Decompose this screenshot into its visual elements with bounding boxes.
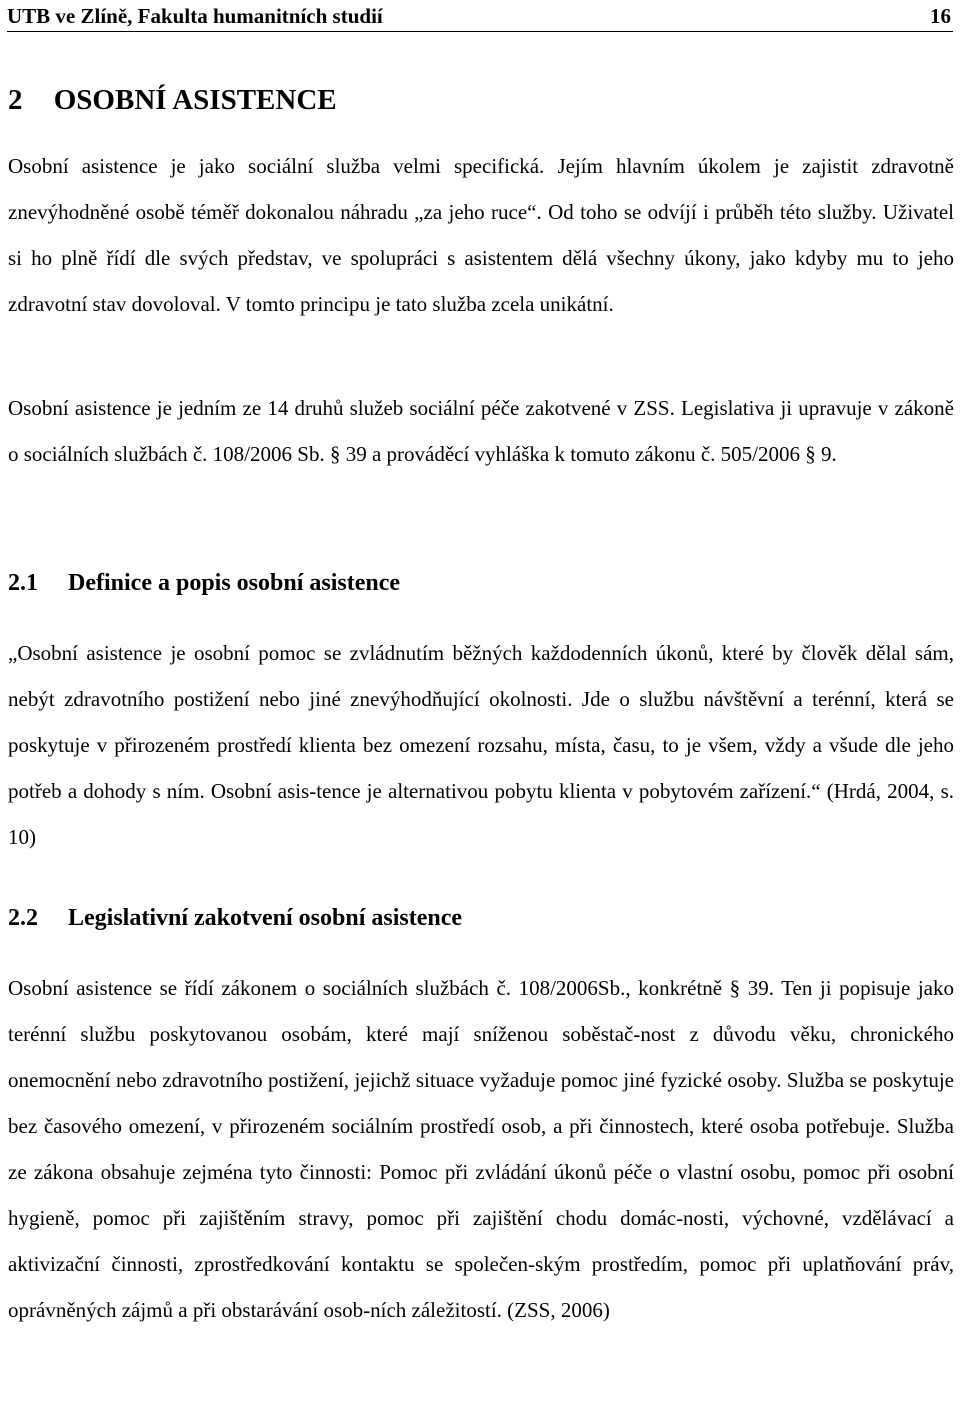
section-number: 2.2 [8, 905, 38, 931]
section-heading-2-1 [8, 570, 400, 597]
chapter-number: 2 [8, 84, 23, 116]
chapter-paragraph-2: Osobní asistence je jedním ze 14 druhů služeb sociální péče zakotvené v ZSS. Legislativa ji upravuje v zákoně o sociálních službách č. 108/2006 Sb. § 39 a prováděcí vyhláška k tomuto zákonu č. 505/2006 § 9. [8, 396, 954, 466]
chapter-heading [8, 84, 337, 117]
section-2-1-quote: „Osobní asistence je osobní pomoc se zvládnutím běžných každodenních úkonů, které by člověk dělal sám, nebýt zdravotního postižení nebo jiné znevýhodňující okolnosti. Jde o službu návštěvní a terénní, která se poskytuje v přirozeném prostředí klienta bez omezení rozsahu, místa, času, to je všem, vždy a všude dle jeho potřeb a dohody s ním. Osobní asis-tence je alternativou pobytu klienta v pobytovém zařízení.“ (Hrdá, 2004, s. 10) [8, 641, 954, 849]
section-title: Definice a popis osobní asistence [68, 570, 401, 596]
running-header [7, 0, 953, 32]
header-title: UTB ve Zlíně, Fakulta humanitních studií [7, 4, 383, 28]
section-2-2-paragraph: Osobní asistence se řídí zákonem o sociálních službách č. 108/2006Sb., konkrétně § 39. Ten ji popisuje jako terénní službu poskytovanou osobám, které mají sníženou soběstač-nost z důvodu věku, chronického onemocnění nebo zdravotního postižení, jejichž situace vyžaduje pomoc jiné fyzické osoby. Služba se poskytuje bez časového omezení, v přirozeném sociálním prostředí osob, a při činnostech, které osoba potřebuje. Služba ze zákona obsahuje zejména tyto činnosti: Pomoc při zvládání úkonů péče o vlastní osobu, pomoc při osobní hygieně, pomoc při zajištěním stravy, pomoc při zajištění chodu domác-nosti, výchovné, vzdělávací a aktivizační činnosti, zprostředkování kontaktu se společen-ským prostředím, pomoc při uplatňování práv, oprávněných zájmů a při obstarávání osob-ních záležitostí. (ZSS, 2006) [8, 976, 954, 1322]
chapter-paragraph-1: Osobní asistence je jako sociální služba velmi specifická. Jejím hlavním úkolem je zajistit zdravotně znevýhodněné osobě téměř dokonalou náhradu „za jeho ruce“. Od toho se odvíjí i průběh této služby. Uživatel si ho plně řídí dle svých představ, ve spolupráci s asistentem dělá všechny úkony, jako kdyby mu to jeho zdravotní stav dovoloval. V tomto principu je tato služba zcela unikátní. [8, 154, 954, 316]
section-heading-2-2 [8, 905, 462, 932]
page-number: 16 [930, 4, 951, 28]
section-title: Legislativní zakotvení osobní asistence [68, 905, 463, 931]
chapter-title: OSOBNÍ ASISTENCE [53, 84, 337, 116]
section-number: 2.1 [8, 570, 38, 596]
